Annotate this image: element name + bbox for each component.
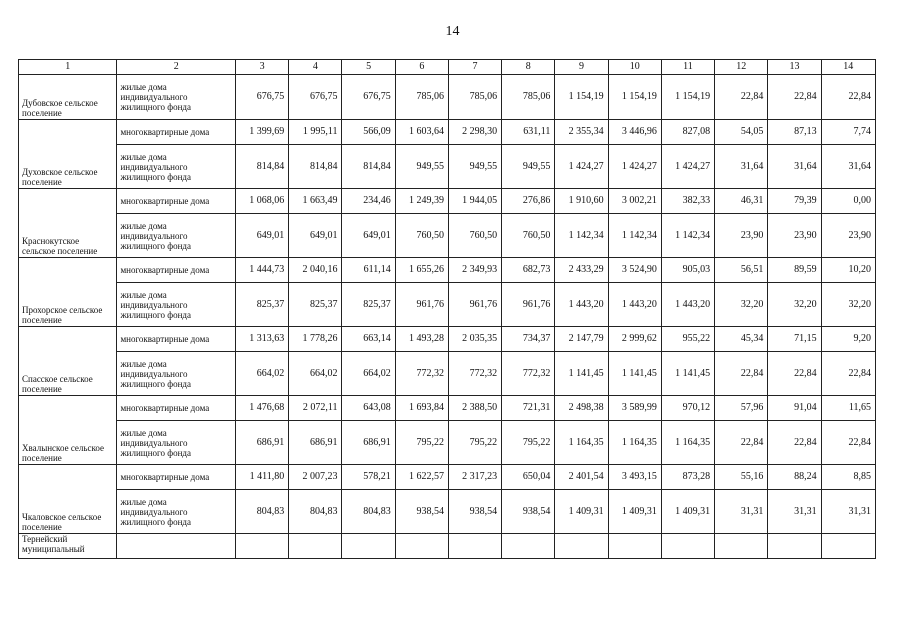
value-cell: 676,75 xyxy=(342,75,395,120)
value-cell: 663,14 xyxy=(342,327,395,352)
housing-type: многоквартирные дома xyxy=(117,465,236,490)
value-cell: 1 164,35 xyxy=(661,421,714,465)
column-header: 5 xyxy=(342,60,395,75)
column-header: 2 xyxy=(117,60,236,75)
value-cell: 382,33 xyxy=(661,189,714,214)
value-cell: 23,90 xyxy=(768,214,821,258)
table-row xyxy=(19,283,876,327)
value-cell: 2 317,23 xyxy=(448,465,501,490)
value-cell: 31,64 xyxy=(768,145,821,189)
value-cell: 814,84 xyxy=(289,145,342,189)
value-cell: 22,84 xyxy=(821,352,875,396)
table-row xyxy=(19,352,876,396)
value-cell: 760,50 xyxy=(395,214,448,258)
value-cell: 772,32 xyxy=(395,352,448,396)
table-row xyxy=(19,396,876,421)
table-row xyxy=(19,214,876,258)
housing-type: многоквартирные дома xyxy=(117,120,236,145)
value-cell: 1 655,26 xyxy=(395,258,448,283)
value-cell: 8,85 xyxy=(821,465,875,490)
value-cell: 57,96 xyxy=(715,396,768,421)
value-cell: 22,84 xyxy=(715,75,768,120)
value-cell: 89,59 xyxy=(768,258,821,283)
value-cell: 825,37 xyxy=(236,283,289,327)
value-cell: 31,31 xyxy=(768,490,821,534)
settlement-name: Краснокутское сельское поселение xyxy=(19,189,117,258)
value-cell: 686,91 xyxy=(342,421,395,465)
value-cell: 22,84 xyxy=(821,75,875,120)
empty-cell xyxy=(715,534,768,559)
housing-type: многоквартирные дома xyxy=(117,258,236,283)
value-cell: 664,02 xyxy=(289,352,342,396)
value-cell: 795,22 xyxy=(502,421,555,465)
housing-type: жилые дома индивидуального жилищного фонда xyxy=(117,421,236,465)
housing-type: жилые дома индивидуального жилищного фонда xyxy=(117,75,236,120)
value-cell: 1 443,20 xyxy=(555,283,608,327)
value-cell: 873,28 xyxy=(661,465,714,490)
table-row xyxy=(19,258,876,283)
empty-cell xyxy=(768,534,821,559)
column-header: 8 xyxy=(502,60,555,75)
empty-cell xyxy=(289,534,342,559)
value-cell: 664,02 xyxy=(342,352,395,396)
column-header: 7 xyxy=(448,60,501,75)
value-cell: 1 493,28 xyxy=(395,327,448,352)
table-row xyxy=(19,120,876,145)
value-cell: 772,32 xyxy=(448,352,501,396)
value-cell: 22,84 xyxy=(768,75,821,120)
housing-type: жилые дома индивидуального жилищного фонда xyxy=(117,490,236,534)
value-cell: 611,14 xyxy=(342,258,395,283)
value-cell: 22,84 xyxy=(768,352,821,396)
value-cell: 2 349,93 xyxy=(448,258,501,283)
value-cell: 1 603,64 xyxy=(395,120,448,145)
housing-type: жилые дома индивидуального жилищного фонда xyxy=(117,352,236,396)
column-header: 13 xyxy=(768,60,821,75)
value-cell: 1 141,45 xyxy=(661,352,714,396)
housing-type: жилые дома индивидуального жилищного фонда xyxy=(117,145,236,189)
settlement-name: Спасское сельское поселение xyxy=(19,327,117,396)
value-cell: 949,55 xyxy=(502,145,555,189)
value-cell: 1 778,26 xyxy=(289,327,342,352)
value-cell: 772,32 xyxy=(502,352,555,396)
value-cell: 54,05 xyxy=(715,120,768,145)
value-cell: 649,01 xyxy=(342,214,395,258)
value-cell: 2 040,16 xyxy=(289,258,342,283)
housing-type: многоквартирные дома xyxy=(117,189,236,214)
value-cell: 795,22 xyxy=(448,421,501,465)
value-cell: 938,54 xyxy=(502,490,555,534)
value-cell: 1 424,27 xyxy=(608,145,661,189)
value-cell: 276,86 xyxy=(502,189,555,214)
value-cell: 631,11 xyxy=(502,120,555,145)
value-cell: 31,31 xyxy=(821,490,875,534)
value-cell: 7,74 xyxy=(821,120,875,145)
value-cell: 2 072,11 xyxy=(289,396,342,421)
value-cell: 650,04 xyxy=(502,465,555,490)
value-cell: 31,64 xyxy=(715,145,768,189)
table-row xyxy=(19,189,876,214)
value-cell: 1 399,69 xyxy=(236,120,289,145)
value-cell: 71,15 xyxy=(768,327,821,352)
value-cell: 961,76 xyxy=(448,283,501,327)
column-header: 12 xyxy=(715,60,768,75)
value-cell: 32,20 xyxy=(768,283,821,327)
table-row xyxy=(19,75,876,120)
column-header: 10 xyxy=(608,60,661,75)
value-cell: 649,01 xyxy=(289,214,342,258)
table-row xyxy=(19,145,876,189)
value-cell: 9,20 xyxy=(821,327,875,352)
value-cell: 1 444,73 xyxy=(236,258,289,283)
value-cell: 949,55 xyxy=(395,145,448,189)
value-cell: 1 142,34 xyxy=(555,214,608,258)
value-cell: 760,50 xyxy=(448,214,501,258)
value-cell: 649,01 xyxy=(236,214,289,258)
value-cell: 785,06 xyxy=(448,75,501,120)
value-cell: 721,31 xyxy=(502,396,555,421)
value-cell: 31,64 xyxy=(821,145,875,189)
value-cell: 814,84 xyxy=(342,145,395,189)
value-cell: 22,84 xyxy=(768,421,821,465)
housing-type: жилые дома индивидуального жилищного фонда xyxy=(117,283,236,327)
value-cell: 234,46 xyxy=(342,189,395,214)
value-cell: 785,06 xyxy=(395,75,448,120)
table-row xyxy=(19,465,876,490)
value-cell: 2 355,34 xyxy=(555,120,608,145)
value-cell: 32,20 xyxy=(821,283,875,327)
value-cell: 91,04 xyxy=(768,396,821,421)
value-cell: 827,08 xyxy=(661,120,714,145)
value-cell: 2 035,35 xyxy=(448,327,501,352)
value-cell: 686,91 xyxy=(236,421,289,465)
empty-cell xyxy=(555,534,608,559)
value-cell: 46,31 xyxy=(715,189,768,214)
empty-cell xyxy=(821,534,875,559)
value-cell: 2 999,62 xyxy=(608,327,661,352)
table-row xyxy=(19,534,876,559)
empty-cell xyxy=(608,534,661,559)
value-cell: 1 154,19 xyxy=(661,75,714,120)
value-cell: 1 443,20 xyxy=(661,283,714,327)
value-cell: 970,12 xyxy=(661,396,714,421)
value-cell: 1 142,34 xyxy=(608,214,661,258)
value-cell: 31,31 xyxy=(715,490,768,534)
value-cell: 2 388,50 xyxy=(448,396,501,421)
column-header: 1 xyxy=(19,60,117,75)
header-row xyxy=(19,60,876,75)
value-cell: 3 446,96 xyxy=(608,120,661,145)
value-cell: 23,90 xyxy=(715,214,768,258)
value-cell: 45,34 xyxy=(715,327,768,352)
value-cell: 664,02 xyxy=(236,352,289,396)
value-cell: 1 164,35 xyxy=(555,421,608,465)
value-cell: 88,24 xyxy=(768,465,821,490)
settlement-name: Чкаловское сельское поселение xyxy=(19,465,117,534)
empty-cell xyxy=(117,534,236,559)
housing-type: многоквартирные дома xyxy=(117,396,236,421)
value-cell: 734,37 xyxy=(502,327,555,352)
value-cell: 1 995,11 xyxy=(289,120,342,145)
empty-cell xyxy=(448,534,501,559)
value-cell: 1 424,27 xyxy=(661,145,714,189)
value-cell: 2 498,38 xyxy=(555,396,608,421)
settlement-name: Тернейский муниципальный xyxy=(19,534,117,559)
value-cell: 0,00 xyxy=(821,189,875,214)
value-cell: 804,83 xyxy=(289,490,342,534)
value-cell: 79,39 xyxy=(768,189,821,214)
value-cell: 3 589,99 xyxy=(608,396,661,421)
page-number: 14 xyxy=(445,24,460,39)
value-cell: 1 411,80 xyxy=(236,465,289,490)
housing-type: жилые дома индивидуального жилищного фонда xyxy=(117,214,236,258)
value-cell: 1 141,45 xyxy=(555,352,608,396)
value-cell: 1 409,31 xyxy=(661,490,714,534)
value-cell: 1 141,45 xyxy=(608,352,661,396)
value-cell: 1 663,49 xyxy=(289,189,342,214)
value-cell: 682,73 xyxy=(502,258,555,283)
value-cell: 676,75 xyxy=(236,75,289,120)
value-cell: 3 524,90 xyxy=(608,258,661,283)
value-cell: 2 007,23 xyxy=(289,465,342,490)
value-cell: 785,06 xyxy=(502,75,555,120)
value-cell: 1 424,27 xyxy=(555,145,608,189)
value-cell: 825,37 xyxy=(289,283,342,327)
empty-cell xyxy=(342,534,395,559)
value-cell: 56,51 xyxy=(715,258,768,283)
value-cell: 1 443,20 xyxy=(608,283,661,327)
value-cell: 1 944,05 xyxy=(448,189,501,214)
value-cell: 23,90 xyxy=(821,214,875,258)
settlement-name: Хвалынское сельское поселение xyxy=(19,396,117,465)
table-row xyxy=(19,327,876,352)
value-cell: 961,76 xyxy=(502,283,555,327)
empty-cell xyxy=(236,534,289,559)
value-cell: 905,03 xyxy=(661,258,714,283)
value-cell: 32,20 xyxy=(715,283,768,327)
column-header: 11 xyxy=(661,60,714,75)
value-cell: 1 249,39 xyxy=(395,189,448,214)
value-cell: 1 142,34 xyxy=(661,214,714,258)
value-cell: 10,20 xyxy=(821,258,875,283)
table-row xyxy=(19,490,876,534)
value-cell: 1 622,57 xyxy=(395,465,448,490)
value-cell: 1 164,35 xyxy=(608,421,661,465)
value-cell: 676,75 xyxy=(289,75,342,120)
value-cell: 578,21 xyxy=(342,465,395,490)
value-cell: 2 433,29 xyxy=(555,258,608,283)
value-cell: 938,54 xyxy=(448,490,501,534)
value-cell: 22,84 xyxy=(821,421,875,465)
value-cell: 814,84 xyxy=(236,145,289,189)
value-cell: 955,22 xyxy=(661,327,714,352)
value-cell: 87,13 xyxy=(768,120,821,145)
column-header: 3 xyxy=(236,60,289,75)
column-header: 14 xyxy=(821,60,875,75)
housing-type: многоквартирные дома xyxy=(117,327,236,352)
value-cell: 22,84 xyxy=(715,352,768,396)
value-cell: 760,50 xyxy=(502,214,555,258)
value-cell: 2 298,30 xyxy=(448,120,501,145)
value-cell: 1 693,84 xyxy=(395,396,448,421)
value-cell: 1 154,19 xyxy=(608,75,661,120)
value-cell: 11,65 xyxy=(821,396,875,421)
value-cell: 2 401,54 xyxy=(555,465,608,490)
value-cell: 804,83 xyxy=(236,490,289,534)
value-cell: 55,16 xyxy=(715,465,768,490)
empty-cell xyxy=(661,534,714,559)
value-cell: 643,08 xyxy=(342,396,395,421)
value-cell: 1 409,31 xyxy=(555,490,608,534)
empty-cell xyxy=(502,534,555,559)
value-cell: 2 147,79 xyxy=(555,327,608,352)
value-cell: 686,91 xyxy=(289,421,342,465)
value-cell: 1 910,60 xyxy=(555,189,608,214)
value-cell: 1 068,06 xyxy=(236,189,289,214)
value-cell: 795,22 xyxy=(395,421,448,465)
value-cell: 938,54 xyxy=(395,490,448,534)
value-cell: 961,76 xyxy=(395,283,448,327)
tariff-table xyxy=(18,59,876,559)
value-cell: 804,83 xyxy=(342,490,395,534)
value-cell: 22,84 xyxy=(715,421,768,465)
value-cell: 949,55 xyxy=(448,145,501,189)
value-cell: 825,37 xyxy=(342,283,395,327)
value-cell: 3 493,15 xyxy=(608,465,661,490)
settlement-name: Прохорское сельское поселение xyxy=(19,258,117,327)
table-row xyxy=(19,421,876,465)
value-cell: 566,09 xyxy=(342,120,395,145)
column-header: 6 xyxy=(395,60,448,75)
empty-cell xyxy=(395,534,448,559)
value-cell: 3 002,21 xyxy=(608,189,661,214)
value-cell: 1 476,68 xyxy=(236,396,289,421)
column-header: 4 xyxy=(289,60,342,75)
value-cell: 1 154,19 xyxy=(555,75,608,120)
value-cell: 1 313,63 xyxy=(236,327,289,352)
settlement-name: Дубовское сельское поселение xyxy=(19,75,117,120)
column-header: 9 xyxy=(555,60,608,75)
settlement-name: Духовское сельское поселение xyxy=(19,120,117,189)
value-cell: 1 409,31 xyxy=(608,490,661,534)
